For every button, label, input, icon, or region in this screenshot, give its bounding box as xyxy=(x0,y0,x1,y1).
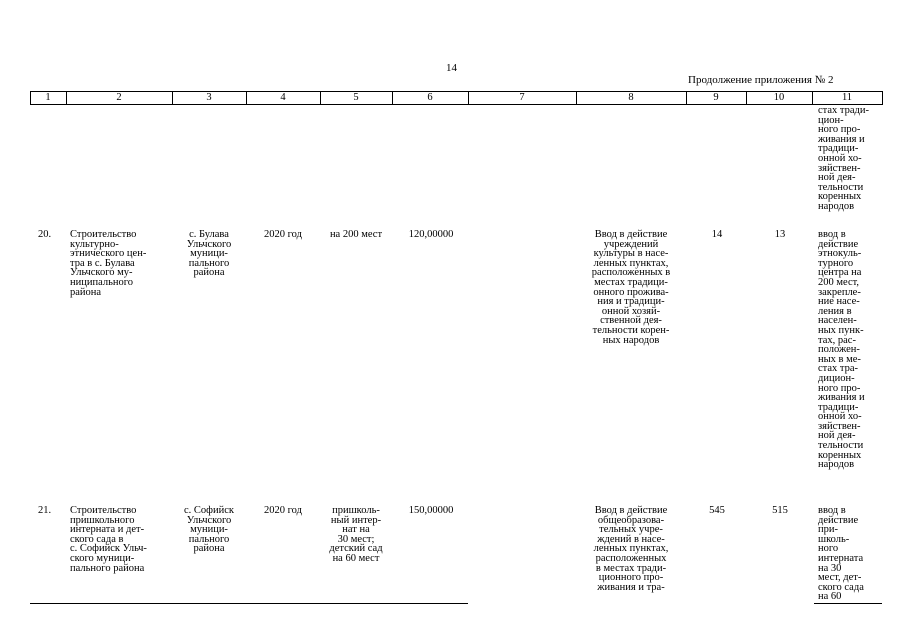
header-col-2: 2 xyxy=(116,92,122,103)
location: с. Софийск Ульчского муници- пального района xyxy=(184,505,234,555)
header-col-7: 7 xyxy=(519,92,525,103)
page-number: 14 xyxy=(446,62,457,74)
capacity: на 200 мест xyxy=(329,229,383,240)
row-number: 21. xyxy=(38,505,52,516)
value-col-10: 13 xyxy=(774,229,786,240)
cost: 150,00000 xyxy=(408,505,454,516)
effect-description: ввод в действие этнокуль- турного центра на 200 мест, закрепле- ние насе- ления в населен- ных пунк- тах, рас- положен- ных в ме- стах тра- дицион- ного про- живания и традици- онной хо- зяйствен- ной дея- тельности коренных народов xyxy=(818,229,865,471)
header-col-10: 10 xyxy=(773,92,785,103)
header-col-6: 6 xyxy=(427,92,433,103)
cost: 120,00000 xyxy=(408,229,454,240)
continuation-label: Продолжение приложения № 2 xyxy=(688,74,834,86)
header-col-5: 5 xyxy=(353,92,359,103)
year: 2020 год xyxy=(264,505,302,516)
footnote-separator xyxy=(30,603,468,604)
row-number: 20. xyxy=(38,229,52,240)
footnote-separator xyxy=(814,603,882,604)
header-col-8: 8 xyxy=(628,92,634,103)
value-col-9: 545 xyxy=(709,505,725,516)
header-col-1: 1 xyxy=(45,92,51,103)
carryover-cell-11: стах тради- цион- ного про- живания и традици- онной хо- зяйствен- ной дея- тельности коренных народов xyxy=(818,105,869,212)
result-description: Ввод в действие общеобразова- тельных учре- ждений в насе- ленных пунктах, расположенных в местах тради- ционного про- живания и тра- xyxy=(593,505,669,593)
object-name: Строительство культурно- этнического цен- тра в с. Булава Ульчского му- ниципального района xyxy=(70,229,147,298)
value-col-9: 14 xyxy=(711,229,723,240)
header-col-9: 9 xyxy=(713,92,719,103)
result-description: Ввод в действие учреждений культуры в насе- ленных пунктах, расположенных в местах традици- онного прожива- ния и традици- онной хозяй- ственной дея- тельности корен- ных народов xyxy=(591,229,671,346)
value-col-10: 515 xyxy=(772,505,788,516)
header-col-4: 4 xyxy=(280,92,286,103)
object-name: Строительство пришкольного интерната и дет- ского сада в с. Софийск Ульч- ского муници- пального района xyxy=(70,505,147,574)
capacity: пришколь- ный интер- нат на 30 мест; детский сад на 60 мест xyxy=(329,505,383,564)
header-col-11: 11 xyxy=(841,92,853,103)
effect-description: ввод в действие при- школь- ного интерната на 30 мест, дет- ского сада на 60 xyxy=(818,505,864,603)
year: 2020 год xyxy=(264,229,302,240)
header-col-3: 3 xyxy=(206,92,212,103)
location: с. Булава Ульчского муници- пального района xyxy=(186,229,232,279)
